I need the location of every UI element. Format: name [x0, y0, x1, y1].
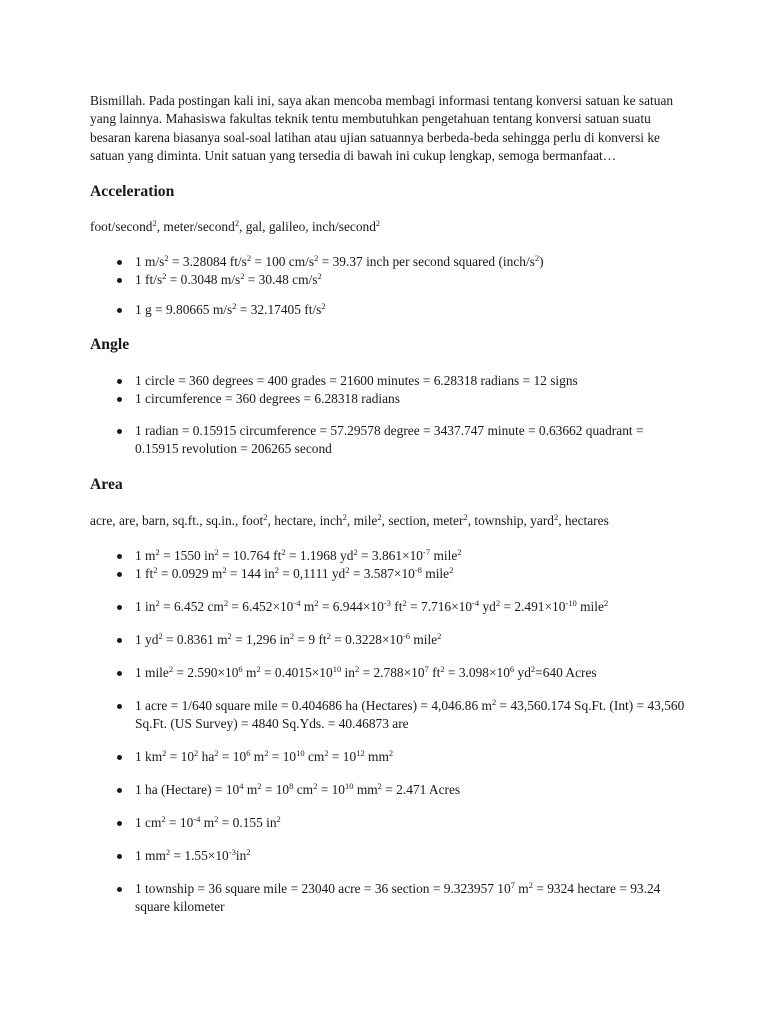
- area-list: [90, 547, 690, 916]
- list-item: 1 township = 36 square mile = 23040 acre = 36 section = 9.323957 $10^7$ $m^2 = 9324$ hectare = 93.24 square kilometer: [90, 880, 690, 916]
- acceleration-list: [90, 253, 690, 319]
- document-page: [90, 92, 690, 916]
- intro-paragraph: Bismillah. Pada postingan kali ini, saya akan mencoba membagi informasi tentang konversi satuan ke satuan yang lainnya. Mahasiswa fakultas teknik tentu membutuhkan pengetahuan tentang konversi satuan suatu besaran karena biasanya soal-soal latihan atau ujian satuannya berbeda-beda sehingga perlu di konversi ke satuan yang diminta. Unit satuan yang tersedia di bawah ini cukup lengkap, semoga bermanfaat…: [90, 93, 674, 163]
- list-item: 1 $ft/s^2 = 0.3048$ $m/s^2 = 30.48$ $cm/s^2$: [90, 271, 690, 289]
- angle-list: [90, 372, 690, 458]
- list-item: 1 $mm^2 = 1.55\times 10^{-3}in^2$: [90, 847, 690, 865]
- list-item: 1 mile$^2$ = $2.590\times 10^6$ $m^2 = 0.4015\times 10^{10}$ $in^2 = 2.788\times 10^7$ $ft^2 = 3.098\times 10^6$ $yd^2=640$ Acres: [90, 664, 690, 682]
- list-item: 1 g = 9.80665 $m/s^2 = 32.17405$ $ft/s^2$: [90, 301, 690, 319]
- section-heading-angle: Angle: [90, 336, 130, 354]
- list-item: 1 circumference = 360 degrees = 6.28318 radians: [90, 390, 690, 408]
- section-heading-acceleration: Acceleration: [90, 183, 175, 201]
- section-heading-area: Area: [90, 476, 123, 494]
- list-item: 1 acre = 1/640 square mile = 0.404686 ha (Hectares) = 4,046.86 $m^2 = 43,560.174$ Sq.Ft. (Int) = 43,560 Sq.Ft. (US Survey) = 4840 Sq.Yds. = 40.46873 are: [90, 697, 690, 733]
- list-item: 1 $m^2 = 1550$ $in^2 = 10.764$ $ft^2 = 1.1968$ $yd^2 = 3.861\times 10^{-7}$ mile$^2$: [90, 547, 690, 565]
- list-item: 1 radian = 0.15915 circumference = 57.29578 degree = 3437.747 minute = 0.63662 quadrant = 0.15915 revolution = 206265 second: [90, 422, 690, 458]
- list-item: 1 $yd^2 = 0.8361$ $m^2 = 1,296$ $in^2 = 9$ $ft^2 = 0.3228\times 10^{-6}$ mile$^2$: [90, 631, 690, 649]
- list-item: 1 $km^2 = 10^2$ $ha^2 = 10^6$ $m^2 = 10^{10}$ $cm^2 = 10^{12}$ $mm^2$: [90, 748, 690, 766]
- list-item: 1 $cm^2 = 10^{-4}$ $m^2 = 0.155$ $in^2$: [90, 814, 690, 832]
- list-item: 1 $in^2 = 6.452$ $cm^2 = 6.452\times 10^{-4}$ $m^2 = 6.944\times 10^{-3}$ $ft^2 = 7.716\times 10^{-4}$ $yd^2 = 2.491\times 10^{-10}$ mile$^2$: [90, 598, 690, 616]
- list-item: 1 $ft^2 = 0.0929$ $m^2 = 144$ $in^2 = 0,1111$ $yd^2 = 3.587\times 10^{-8}$ mile$^2$: [90, 565, 690, 583]
- area-units: acre, are, barn, sq.ft., sq.in., foot$^2$, hectare, inch$^2$, mile$^2$, section, meter$^2$, township, yard$^2$, hectares: [90, 512, 609, 529]
- list-item: 1 ha (Hectare) = $10^4$ $m^2 = 10^8$ $cm^2 = 10^{10}$ $mm^2 = 2.471$ Acres: [90, 781, 690, 799]
- acceleration-units: foot/second$^2$, meter/second$^2$, gal, galileo, inch/second$^2$: [90, 218, 381, 235]
- list-item: 1 $m/s^2 = 3.28084$ $ft/s^2 = 100$ $cm/s^2 = 39.37$ inch per second squared $(inch/s^2)$: [90, 253, 690, 271]
- list-item: 1 circle = 360 degrees = 400 grades = 21600 minutes = 6.28318 radians = 12 signs: [90, 372, 690, 390]
